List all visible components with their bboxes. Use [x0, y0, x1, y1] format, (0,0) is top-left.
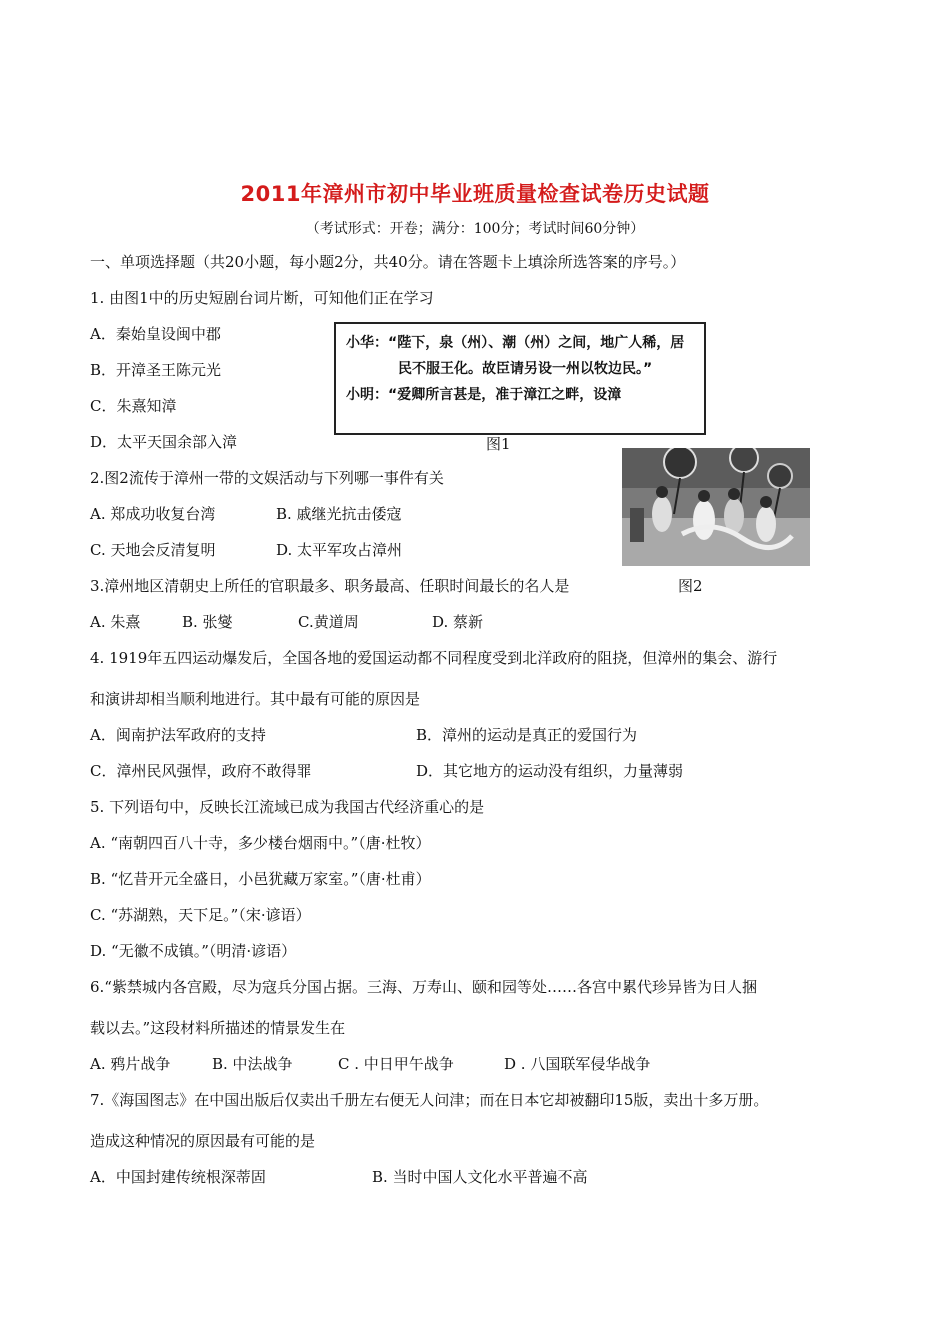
exam-info: （考试形式：开卷；满分：100分；考试时间60分钟） — [305, 221, 645, 237]
question-6-option-b: B. 中法战争 — [212, 1055, 293, 1073]
question-2-option-d: D. 太平军攻占漳州 — [276, 541, 403, 559]
question-4-stem-line1: 4. 1919年五四运动爆发后，全国各地的爱国运动都不同程度受到北洋政府的阻挠，但漳州的集会、游行 — [90, 649, 778, 667]
page-title: 2011年漳州市初中毕业班质量检查试卷历史试题 — [240, 182, 710, 206]
question-7-stem-line1: 7.《海国图志》在中国出版后仅卖出千册左右便无人问津；而在日本它却被翻印15版，卖出十多万册。 — [90, 1091, 769, 1109]
question-6-option-a: A. 鸦片战争 — [90, 1055, 171, 1073]
question-1-option-a: A．秦始皇设闽中郡 — [90, 325, 221, 343]
question-2-option-c: C. 天地会反清复明 — [90, 541, 216, 559]
question-6-stem-line1: 6.“紫禁城内各宫殿，尽为寇兵分国占据。三海、万寿山、颐和园等处……各宫中累代珍异皆为日人捆 — [90, 978, 757, 996]
figure-1-caption: 图1 — [486, 435, 511, 453]
question-6-option-c: C . 中日甲午战争 — [338, 1055, 454, 1073]
figure-2-photo — [622, 448, 810, 566]
question-1-option-d: D．太平天国余部入漳 — [90, 433, 238, 451]
question-2-stem: 2.图2流传于漳州一带的文娱活动与下列哪一事件有关 — [90, 469, 444, 487]
question-1-option-c: C．朱熹知漳 — [90, 397, 177, 415]
question-5-option-c: C. “苏湖熟，天下足。”（宋·谚语） — [90, 906, 311, 924]
question-3-option-d: D. 蔡新 — [432, 613, 484, 631]
question-3-option-b: B. 张燮 — [182, 613, 233, 631]
question-4-stem-line2: 和演讲却相当顺利地进行。其中最有可能的原因是 — [90, 690, 421, 708]
question-5-option-a: A. “南朝四百八十寺，多少楼台烟雨中。”（唐·杜牧） — [90, 834, 431, 852]
question-2-option-b: B. 戚继光抗击倭寇 — [276, 505, 402, 523]
question-1-option-b: B．开漳圣王陈元光 — [90, 361, 222, 379]
dialogue-line-xiaoming: 小明：“爱卿所言甚是，准于漳江之畔，设漳 — [346, 387, 622, 403]
question-7-stem-line2: 造成这种情况的原因最有可能的是 — [90, 1132, 316, 1150]
question-4-option-d: D．其它地方的运动没有组织，力量薄弱 — [416, 762, 684, 780]
question-4-option-b: B．漳州的运动是真正的爱国行为 — [416, 726, 638, 744]
figure-2-caption: 图2 — [678, 577, 703, 595]
question-1-stem: 1. 由图1中的历史短剧台词片断，可知他们正在学习 — [90, 289, 434, 307]
question-3-stem: 3.漳州地区清朝史上所任的官职最多、职务最高、任职时间最长的名人是 — [90, 577, 570, 595]
question-7-option-b: B. 当时中国人文化水平普遍不高 — [372, 1168, 588, 1186]
question-5-option-b: B. “忆昔开元全盛日，小邑犹藏万家室。”（唐·杜甫） — [90, 870, 431, 888]
question-6-stem-line2: 载以去。”这段材料所描述的情景发生在 — [90, 1019, 346, 1037]
question-4-option-c: C．漳州民风强悍，政府不敢得罪 — [90, 762, 312, 780]
question-5-stem: 5. 下列语句中，反映长江流域已成为我国古代经济重心的是 — [90, 798, 485, 816]
figure-1-dialogue-box — [334, 322, 706, 435]
question-3-option-a: A. 朱熹 — [90, 613, 141, 631]
question-4-option-a: A．闽南护法军政府的支持 — [90, 726, 266, 744]
section-heading: 一、单项选择题（共20小题，每小题2分，共40分。请在答题卡上填涂所选答案的序号。） — [90, 253, 686, 271]
dialogue-line-xiaohua: 小华：“陛下，泉（州）、潮（州）之间，地广人稀，居民不服王化。故臣请另设一州以牧边民。” — [346, 335, 685, 377]
question-7-option-a: A．中国封建传统根深蒂固 — [90, 1168, 266, 1186]
question-3-option-c: C.黄道周 — [298, 613, 359, 631]
question-5-option-d: D. “无徽不成镇。”（明清·谚语） — [90, 942, 297, 960]
question-6-option-d: D . 八国联军侵华战争 — [504, 1055, 651, 1073]
question-2-option-a: A. 郑成功收复台湾 — [90, 505, 216, 523]
